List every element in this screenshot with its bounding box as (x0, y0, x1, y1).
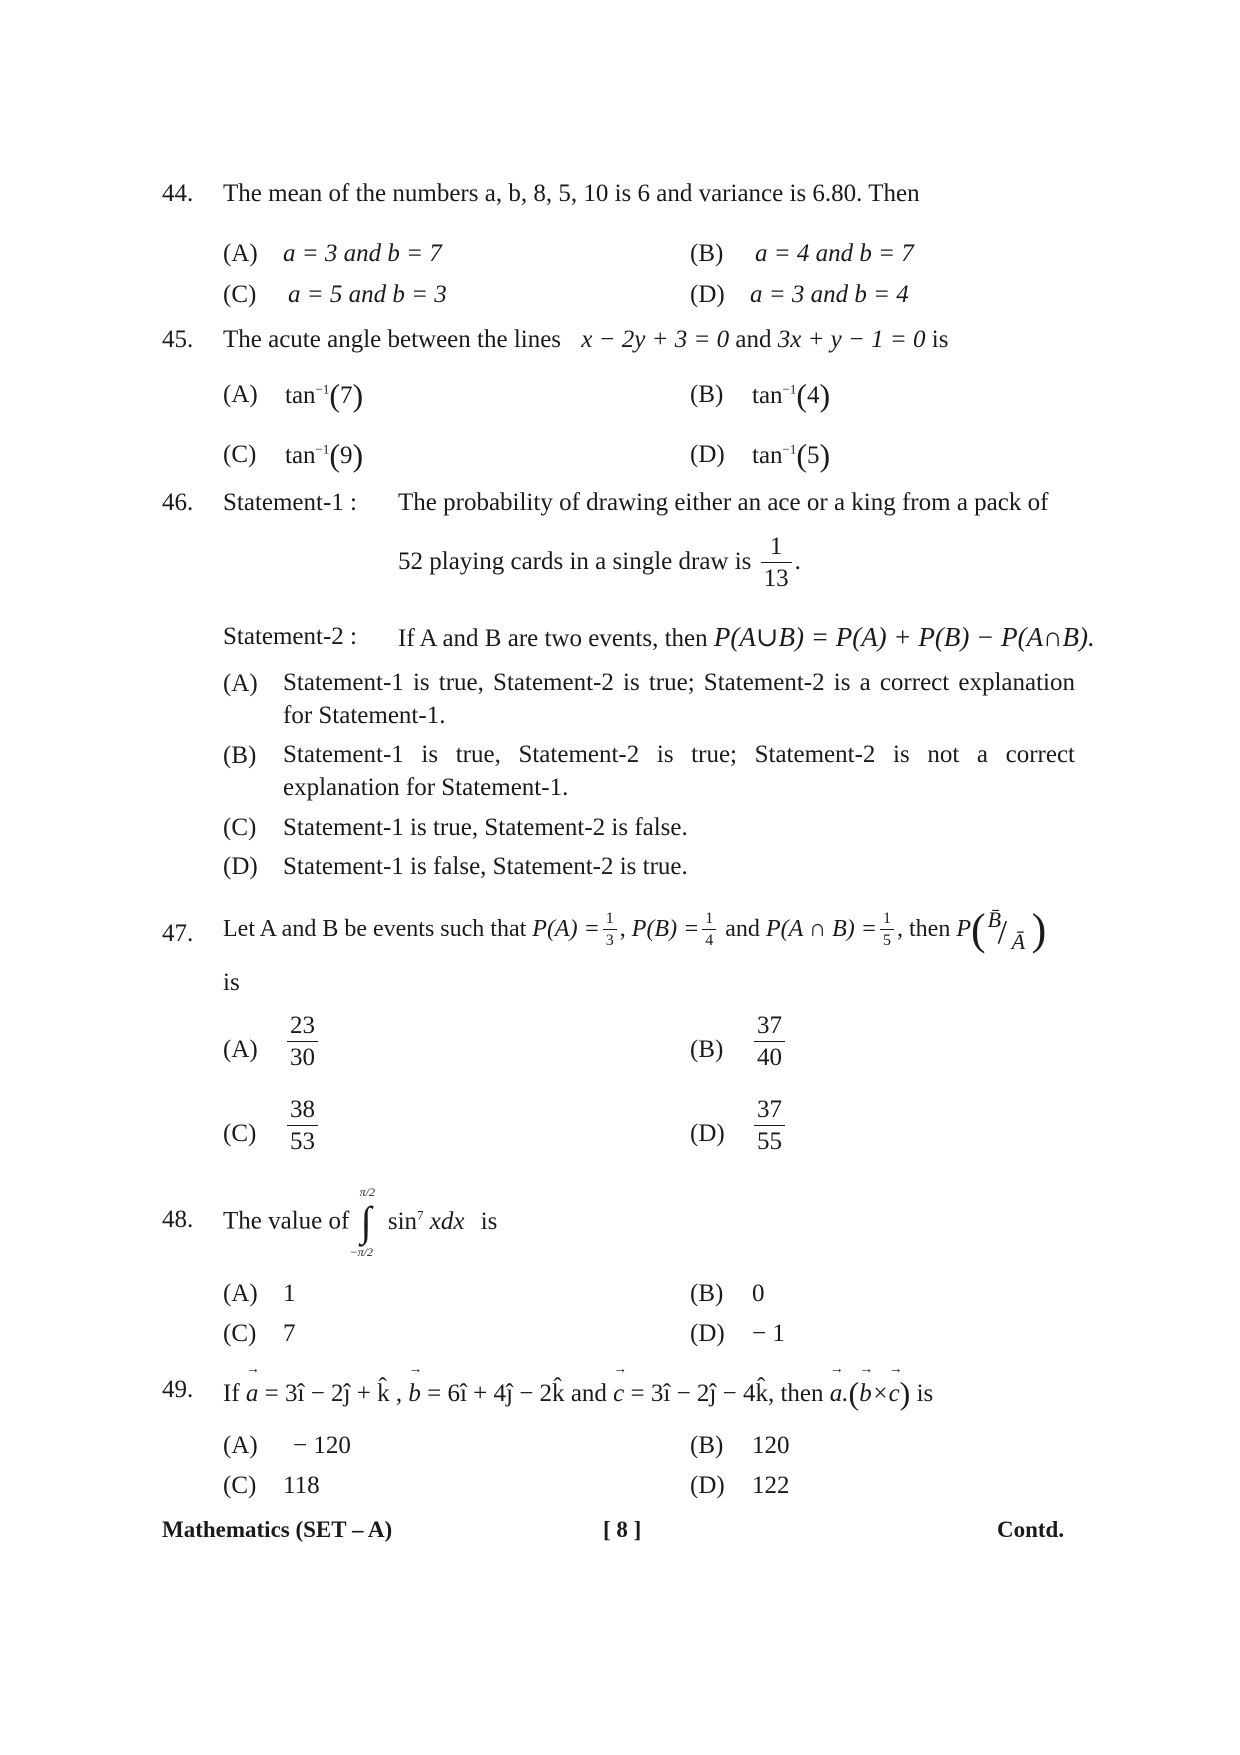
vector-b-expr: = 6î + 4ĵ − 2k̂ (427, 1380, 565, 1407)
equation-line-2: 3x + y − 1 = 0 (777, 326, 926, 353)
prob-symbol: P (956, 916, 971, 942)
option-text: 120 (752, 1432, 790, 1459)
is-text: is (480, 1207, 498, 1235)
conditional-expression: B̄ / Ā (987, 907, 1026, 955)
denominator: 13 (763, 565, 789, 593)
question-number: 46. (162, 489, 194, 516)
option-text: 7 (283, 1320, 296, 1347)
prob-a: P(A) = (532, 916, 600, 942)
option-text: 122 (752, 1472, 790, 1499)
statement-1-line-2 (398, 534, 801, 593)
option-math: $\tan^{-1}(7)$ (285, 377, 364, 413)
vector-b: → b (408, 1381, 421, 1406)
and-text: and (735, 326, 772, 353)
question-number: 49. (162, 1376, 194, 1403)
if-text: If (223, 1380, 240, 1407)
option-math: $\tan^{-1}(9)$ (285, 437, 364, 473)
question-stem (223, 1185, 498, 1259)
integrand-power: 7 (417, 1207, 424, 1223)
statement-1-label: Statement-1 : (223, 489, 357, 516)
option-label: (D) (690, 1472, 725, 1499)
fn-name: tan (752, 382, 783, 409)
option-label: (D) (690, 1120, 725, 1147)
option-label: (D) (690, 1320, 725, 1347)
lower-limit: −π/2 (349, 1245, 374, 1259)
option-label: (A) (223, 240, 258, 267)
option-fraction (751, 1097, 788, 1156)
then-text: , then (897, 916, 951, 942)
fn-name: tan (752, 442, 783, 469)
option-text: 0 (752, 1280, 765, 1307)
statement-2-label: Statement-2 : (223, 623, 357, 650)
option-text: Statement-1 is true, Statement-2 is true; Statement-2 is not a correct explanation for Statement-1. (283, 741, 1075, 801)
denominator: 3 (605, 932, 614, 950)
upper-limit: π/2 (359, 1185, 375, 1199)
statement-1-line-1: The probability of drawing either an ace or a king from a pack of (398, 489, 1049, 516)
then-text: , then (767, 1380, 824, 1407)
option-label: (A) (223, 1280, 258, 1307)
argument: 9 (340, 442, 353, 469)
vector-c-expr: = 3î − 2ĵ − 4k̂ (630, 1380, 768, 1407)
option-text: Statement-1 is true, Statement-2 is false. (283, 814, 688, 841)
option-label: (C) (223, 441, 257, 468)
fraction (754, 1097, 785, 1156)
numerator: 23 (287, 1013, 318, 1042)
prob-b: P(B) = (631, 916, 700, 942)
statement-2-intro: If A and B are two events, then (398, 625, 708, 652)
period: . (794, 547, 801, 575)
fraction (603, 911, 617, 951)
numerator: 1 (761, 534, 792, 563)
option-math: $\tan^{-1}(5)$ (752, 437, 831, 473)
argument: 5 (807, 442, 820, 469)
fn-name: tan (285, 442, 316, 469)
stem-text: The value of (223, 1207, 350, 1235)
option-math: $\tan^{-1}(4)$ (752, 377, 831, 413)
question-number: 47. (162, 920, 194, 947)
a-bar: Ā (1011, 929, 1026, 955)
superscript: −1 (782, 381, 797, 397)
argument: 7 (340, 382, 353, 409)
option-text: − 120 (293, 1432, 351, 1459)
question-number: 44. (162, 180, 194, 207)
superscript: −1 (782, 441, 797, 457)
denominator: 30 (290, 1044, 315, 1072)
superscript: −1 (315, 441, 330, 457)
footer-contd: Contd. (997, 1517, 1065, 1542)
option-label: (B) (690, 240, 724, 267)
option-label: (D) (690, 281, 725, 308)
question-stem (223, 1377, 933, 1409)
argument: 4 (807, 382, 820, 409)
option-text: 1 (283, 1280, 296, 1307)
option-text: Statement-1 is true, Statement-2 is true; Statement-2 is a correct explanation for Statement-1. (283, 669, 1075, 729)
option-label: (C) (223, 814, 257, 841)
denominator: 4 (705, 932, 714, 950)
is-text: is (931, 326, 949, 353)
option-label: (A) (223, 1432, 258, 1459)
superscript: −1 (315, 381, 330, 397)
is-text: is (223, 969, 240, 996)
fraction (754, 1013, 785, 1072)
option-text: a = 3 and b = 7 (283, 240, 442, 267)
footer-subject: Mathematics (SET – A) (162, 1517, 393, 1542)
option-text: a = 5 and b = 3 (288, 281, 447, 308)
page-number: [ 8 ] (603, 1517, 642, 1542)
b-bar: B̄ (987, 907, 1002, 933)
option-text: Statement-1 is false, Statement-2 is true. (283, 853, 688, 880)
question-number: 45. (162, 326, 194, 353)
numerator: 38 (287, 1097, 318, 1126)
fraction (287, 1013, 318, 1072)
option-label: (B) (223, 742, 257, 769)
statement-1-text: 52 playing cards in a single draw is (398, 547, 752, 575)
triple-product: → a.(→ b×→ c) (830, 1380, 911, 1407)
denominator: 5 (883, 932, 891, 950)
option-label: (B) (690, 1280, 724, 1307)
is-text: is (916, 1380, 934, 1407)
option-label: (D) (690, 441, 725, 468)
option-label: (C) (223, 1120, 257, 1147)
numerator: 1 (603, 911, 617, 931)
question-stem: The mean of the numbers a, b, 8, 5, 10 is 6 and variance is 6.80. Then (223, 180, 920, 207)
option-label: (B) (690, 1432, 724, 1459)
fraction (761, 534, 792, 593)
equation-line-1: x − 2y + 3 = 0 (581, 326, 730, 353)
prob-ab: P(A ∩ B) = (765, 916, 877, 942)
option-label: (A) (223, 670, 258, 697)
option-text: − 1 (752, 1320, 785, 1347)
option-text: 118 (283, 1472, 320, 1499)
fn-name: tan (285, 382, 316, 409)
vector-c: → c (613, 1381, 624, 1406)
option-fraction (284, 1013, 321, 1072)
integral-sign: π/2 ∫ −π/2 (349, 1185, 375, 1259)
option-fraction (284, 1097, 321, 1156)
question-stem (223, 327, 948, 352)
and-text: and (725, 916, 760, 942)
option-label: (B) (690, 381, 724, 408)
statement-2-formula: P(A∪B) = P(A) + P(B) − P(A∩B). (713, 622, 1095, 652)
numerator: 37 (754, 1013, 785, 1042)
fraction (702, 911, 716, 951)
vector-a-expr: = 3î − 2ĵ + k̂ , (264, 1380, 403, 1407)
option-label: (D) (223, 853, 258, 880)
stem-text: Let A and B be events such that (223, 916, 527, 942)
option-label: (C) (223, 1320, 257, 1347)
option-label: (C) (223, 1472, 257, 1499)
fraction (287, 1097, 318, 1156)
option-label: (B) (690, 1036, 724, 1063)
option-fraction (751, 1013, 788, 1072)
numerator: 1 (702, 911, 716, 931)
numerator: 37 (754, 1097, 785, 1126)
integrand (388, 1208, 465, 1235)
question-stem: Let A and B be events such that P(A) = $\frac{1}{3}$ , P(B) = $\frac{1}{4}$ and P(A ∩ B) = $\frac{1}{5}$ , then P( B̄ / Ā ) (223, 905, 1047, 955)
option-text: a = 3 and b = 4 (750, 281, 909, 308)
denominator: 53 (290, 1128, 315, 1156)
option-label: (C) (223, 281, 257, 308)
numerator: 1 (880, 911, 894, 931)
option-text: a = 4 and b = 7 (755, 240, 914, 267)
integrand-fn: sin (387, 1207, 418, 1235)
option-label: (A) (223, 381, 258, 408)
statement-2-text (398, 624, 1095, 651)
and-text: and (570, 1380, 607, 1407)
integrand-var: xdx (429, 1207, 465, 1235)
vector-a: → a (246, 1381, 259, 1406)
option-label: (A) (223, 1036, 258, 1063)
stem-text: The acute angle between the lines (223, 326, 562, 353)
question-number: 48. (162, 1206, 194, 1233)
fraction (880, 911, 894, 951)
denominator: 55 (757, 1128, 782, 1156)
denominator: 40 (757, 1044, 782, 1072)
